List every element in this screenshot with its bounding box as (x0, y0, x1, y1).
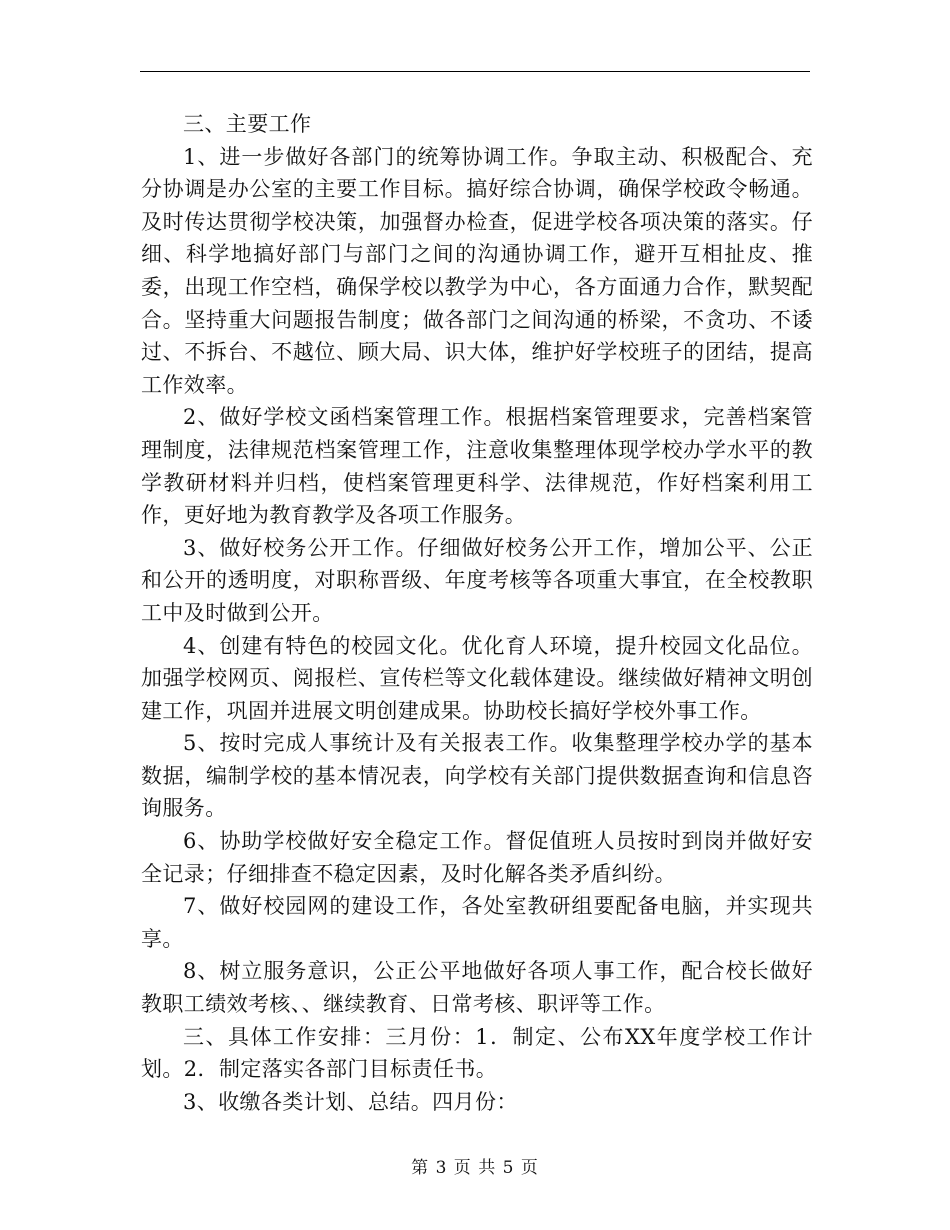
page-footer (0, 1153, 950, 1178)
paragraph-2: 2、做好学校文函档案管理工作。根据档案管理要求，完善档案管理制度，法律规范档案管理工作，注意收集整理体现学校办学水平的教学教研材料并归档，使档案管理更科学、法律规范，作好档案利用工作，更好地为教育教学及各项工作服务。 (141, 405, 813, 528)
paragraph-7: 7、做好校园网的建设工作，各处室教研组要配备电脑，并实现共享。 (141, 894, 813, 951)
paragraph-5: 5、按时完成人事统计及有关报表工作。收集整理学校办学的基本数据，编制学校的基本情况表，向学校有关部门提供数据查询和信息咨询服务。 (141, 731, 813, 821)
section-heading: 三、主要工作 (183, 112, 312, 136)
footer-prefix: 第 (411, 1158, 430, 1178)
paragraph-3: 3、做好校务公开工作。仔细做好校务公开工作，增加公平、公正和公开的透明度，对职称晋级、年度考核等各项重大事宜，在全校教职工中及时做到公开。 (141, 535, 813, 625)
footer-suffix: 页 (520, 1158, 539, 1178)
schedule-paragraph: 三、具体工作安排：三月份：1．制定、公布XX年度学校工作计划。2．制定落实各部门目标责任书。 (141, 1024, 813, 1082)
header-rule (140, 71, 810, 72)
current-page-number: 3 (435, 1158, 448, 1178)
paragraph-4: 4、创建有特色的校园文化。优化育人环境，提升校园文化品位。加强学校网页、阅报栏、宣传栏等文化载体建设。继续做好精神文明创建工作，巩固并进展文明创建成果。协助校长搞好学校外事工作。 (141, 633, 813, 723)
schedule-item-3: 3、收缴各类计划、总结。四月份： (183, 1089, 518, 1114)
paragraph-1: 1、进一步做好各部门的统筹协调工作。争取主动、积极配合、充分协调是办公室的主要工作目标。搞好综合协调，确保学校政令畅通。及时传达贯彻学校决策，加强督办检查，促进学校各项决策的落实。仔细、科学地搞好部门与部门之间的沟通协调工作，避开互相扯皮、推委，出现工作空档，确保学校以教学为中心，各方面通力合作，默契配合。坚持重大问题报告制度；做各部门之间沟通的桥梁，不贪功、不诿过、不拆台、不越位、顾大局、识大体，维护好学校班子的团结，提高工作效率。 (141, 144, 813, 397)
footer-middle: 页 共 (453, 1158, 497, 1178)
paragraph-8: 8、树立服务意识，公正公平地做好各项人事工作，配合校长做好教职工绩效考核、、继续教育、日常考核、职评等工作。 (141, 959, 813, 1017)
paragraph-6: 6、协助学校做好安全稳定工作。督促值班人员按时到岗并做好安全记录；仔细排查不稳定因素，及时化解各类矛盾纠纷。 (141, 829, 813, 886)
document-body (141, 108, 813, 1118)
total-page-count: 5 (502, 1158, 515, 1178)
